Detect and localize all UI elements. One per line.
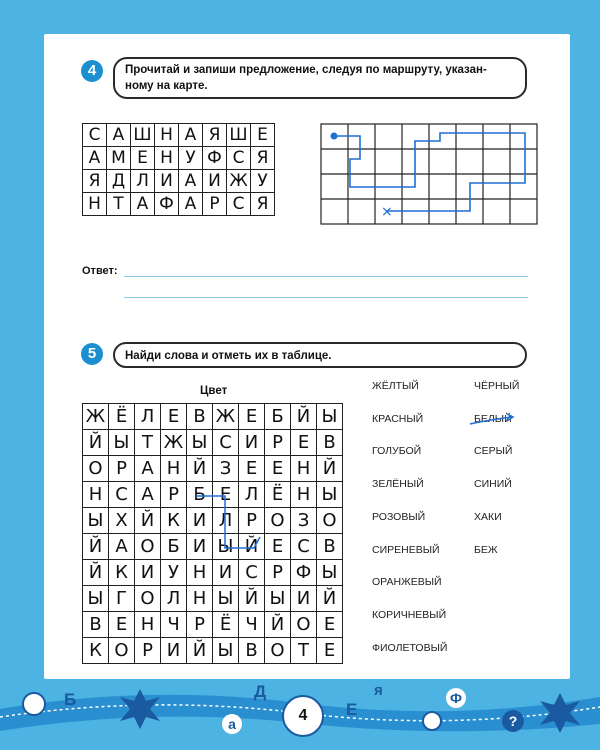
task4-instruction-line1: Прочитай и запиши предложение, следуя по маршруту, указан- <box>125 64 487 76</box>
task4-grid-cell[interactable]: Я <box>203 124 227 147</box>
task5-found-word-mark <box>82 403 344 665</box>
task5-grid-cell[interactable]: О <box>135 534 161 560</box>
task4-grid-cell[interactable]: Ш <box>131 124 155 147</box>
task5-grid-cell[interactable]: Е <box>317 638 343 664</box>
task4-grid-cell[interactable]: А <box>179 170 203 193</box>
task4-grid-row <box>83 124 275 147</box>
task5-grid-cell[interactable]: Е <box>213 482 239 508</box>
task5-grid-cell[interactable]: А <box>135 482 161 508</box>
task5-grid-cell[interactable]: Ф <box>291 560 317 586</box>
word-list-item: СЕРЫЙ <box>474 445 513 458</box>
task5-grid-cell[interactable]: Ч <box>161 612 187 638</box>
task4-grid-cell[interactable]: И <box>155 170 179 193</box>
task4-grid-cell[interactable]: А <box>107 124 131 147</box>
task4-grid-row <box>83 170 275 193</box>
task4-grid-cell[interactable]: Ж <box>227 170 251 193</box>
task5-grid-cell[interactable]: Е <box>265 534 291 560</box>
task5-grid-cell[interactable]: С <box>109 482 135 508</box>
word-list-item: КРАСНЫЙ <box>372 412 424 425</box>
stopwatch-icon-right <box>423 712 441 730</box>
word-list-item: КОРИЧНЕВЫЙ <box>372 608 447 621</box>
task5-grid-cell[interactable]: О <box>265 638 291 664</box>
task4-grid-cell[interactable]: А <box>179 124 203 147</box>
word-list-item: ЖЁЛТЫЙ <box>372 380 419 392</box>
task5-grid-cell[interactable]: Ы <box>83 508 109 534</box>
task4-grid-cell[interactable]: Ш <box>227 124 251 147</box>
task4-grid-cell[interactable]: Р <box>203 193 227 216</box>
task5-grid-cell[interactable]: Й <box>317 456 343 482</box>
task5-grid-cell[interactable]: В <box>317 430 343 456</box>
task5-grid-cell[interactable]: Й <box>83 430 109 456</box>
task5-grid-cell[interactable]: Й <box>265 612 291 638</box>
task5-grid-cell[interactable]: Н <box>187 586 213 612</box>
task5-grid-cell[interactable]: Ж <box>161 430 187 456</box>
task5-grid-cell[interactable]: Т <box>291 638 317 664</box>
task4-instruction-line2: ному на карте. <box>125 80 208 92</box>
task5-grid-cell[interactable]: Н <box>291 482 317 508</box>
task5-grid-cell[interactable]: В <box>83 612 109 638</box>
task5-grid-cell[interactable]: К <box>83 638 109 664</box>
task4-grid-cell[interactable]: У <box>251 170 275 193</box>
decor-letter-b: Б <box>64 690 77 709</box>
task5-grid-cell[interactable]: Л <box>161 586 187 612</box>
task4-grid-cell[interactable]: С <box>83 124 107 147</box>
task4-letter-grid <box>82 123 275 216</box>
task5-grid-cell[interactable]: Н <box>161 456 187 482</box>
task5-grid-cell[interactable]: К <box>161 508 187 534</box>
task5-grid-cell[interactable]: Е <box>239 456 265 482</box>
task4-grid-cell[interactable]: Н <box>155 147 179 170</box>
task5-grid-cell[interactable]: И <box>187 534 213 560</box>
task5-grid-cell[interactable]: С <box>213 430 239 456</box>
task5-grid-cell[interactable]: Е <box>265 456 291 482</box>
task5-grid-cell[interactable]: Ё <box>213 612 239 638</box>
decor-question-mark: ? <box>502 710 524 732</box>
word-list-item: ГОЛУБОЙ <box>372 445 422 458</box>
task4-grid-cell[interactable]: А <box>83 147 107 170</box>
task5-grid-cell[interactable]: Й <box>135 508 161 534</box>
word-list-item: ФИОЛЕТОВЫЙ <box>372 641 448 654</box>
word-list-item: ЗЕЛЁНЫЙ <box>372 478 424 491</box>
task4-grid-row <box>83 193 275 216</box>
task4-grid-cell[interactable]: С <box>227 147 251 170</box>
task5-grid-cell[interactable]: О <box>317 508 343 534</box>
task4-grid-cell[interactable]: У <box>179 147 203 170</box>
task5-instruction: Найди слова и отметь их в таблице. <box>113 342 527 368</box>
decor-letter-ya: я <box>374 682 383 699</box>
task5-grid-cell[interactable]: Ж <box>213 404 239 430</box>
word-list-item: ЧЁРНЫЙ <box>474 380 520 392</box>
task5-grid-cell[interactable]: Р <box>135 638 161 664</box>
task5-grid-cell[interactable]: Ы <box>187 430 213 456</box>
task5-grid-cell[interactable]: Н <box>291 456 317 482</box>
task5-grid-cell[interactable]: Й <box>187 456 213 482</box>
task5-grid-cell[interactable]: Ч <box>239 612 265 638</box>
task4-number-badge: 4 <box>81 60 103 82</box>
task5-grid-cell[interactable]: Р <box>265 560 291 586</box>
task4-grid-cell[interactable]: Л <box>131 170 155 193</box>
task5-grid-cell[interactable]: Л <box>239 482 265 508</box>
task4-grid-cell[interactable]: Т <box>107 193 131 216</box>
task5-grid-cell[interactable]: О <box>265 508 291 534</box>
word-list-item: БЕЖ <box>474 543 498 556</box>
task5-grid-cell[interactable]: Н <box>83 482 109 508</box>
task4-grid-cell[interactable]: А <box>131 193 155 216</box>
page-number: 4 <box>282 695 324 737</box>
task5-grid-cell[interactable]: Й <box>239 586 265 612</box>
task5-grid-cell[interactable]: З <box>213 456 239 482</box>
task5-grid-cell[interactable]: О <box>135 586 161 612</box>
task5-grid-cell[interactable]: Ё <box>265 482 291 508</box>
task5-grid-cell[interactable]: Н <box>187 560 213 586</box>
answer-line-1[interactable] <box>124 276 528 277</box>
task5-grid-cell[interactable]: Г <box>109 586 135 612</box>
task5-grid-cell[interactable]: О <box>291 612 317 638</box>
word-list-item: ХАКИ <box>474 510 502 523</box>
task5-grid-cell[interactable]: Й <box>317 586 343 612</box>
task5-grid-cell[interactable]: А <box>109 534 135 560</box>
stopwatch-icon <box>23 693 45 715</box>
task5-grid-cell[interactable]: Н <box>135 612 161 638</box>
found-word-path <box>196 496 260 548</box>
grid-title: Цвет <box>200 385 228 397</box>
task5-grid-cell[interactable]: Ж <box>83 404 109 430</box>
task5-grid-cell[interactable]: И <box>187 508 213 534</box>
task4-instruction <box>113 57 527 99</box>
task5-grid-cell[interactable]: Й <box>83 534 109 560</box>
word-list-item: СИРЕНЕВЫЙ <box>372 543 440 556</box>
task4-grid-cell[interactable]: Е <box>251 124 275 147</box>
task5-grid-cell[interactable]: Ы <box>213 534 239 560</box>
map-grid-lines <box>321 124 537 224</box>
task5-grid-cell[interactable]: О <box>83 456 109 482</box>
task5-grid-cell[interactable]: Б <box>265 404 291 430</box>
task5-grid-cell[interactable]: Б <box>161 534 187 560</box>
task4-grid-cell[interactable]: М <box>107 147 131 170</box>
task4-grid-row <box>83 147 275 170</box>
task5-grid-cell[interactable]: Р <box>265 430 291 456</box>
task5-grid-cell[interactable]: Ы <box>213 586 239 612</box>
decor-letter-d: Д <box>254 682 267 701</box>
task5-grid-cell[interactable]: И <box>239 430 265 456</box>
task5-grid-cell[interactable]: У <box>161 560 187 586</box>
task5-grid-cell[interactable]: Ы <box>317 404 343 430</box>
task5-grid-cell[interactable]: К <box>109 560 135 586</box>
strike-line <box>470 417 512 424</box>
task5-grid-cell[interactable]: Й <box>83 560 109 586</box>
task5-grid-cell[interactable]: Ы <box>317 482 343 508</box>
word-list-item: СИНИЙ <box>474 478 512 491</box>
task5-grid-cell[interactable]: С <box>291 534 317 560</box>
task5-grid-cell[interactable]: Й <box>291 404 317 430</box>
task5-grid-cell[interactable]: Ы <box>317 560 343 586</box>
word-list-item: ОРАНЖЕВЫЙ <box>372 576 442 589</box>
decor-letter-e: Е <box>346 700 358 719</box>
crossed-out-word-mark <box>468 412 518 432</box>
task4-grid-cell[interactable]: И <box>203 170 227 193</box>
task5-grid-cell[interactable]: Ё <box>109 404 135 430</box>
task4-grid-cell[interactable]: Е <box>131 147 155 170</box>
task5-grid-cell[interactable]: Е <box>317 612 343 638</box>
task5-grid-cell[interactable]: В <box>239 638 265 664</box>
task5-grid-cell[interactable]: Т <box>135 430 161 456</box>
task5-grid-cell[interactable]: В <box>187 404 213 430</box>
task5-grid-cell[interactable]: Р <box>109 456 135 482</box>
task5-grid-cell[interactable]: О <box>109 638 135 664</box>
task5-grid-cell[interactable]: Ы <box>83 586 109 612</box>
task5-grid-cell[interactable]: А <box>135 456 161 482</box>
task5-grid-cell[interactable]: Е <box>161 404 187 430</box>
word-list-item: РОЗОВЫЙ <box>372 510 426 523</box>
task5-grid-cell[interactable]: Л <box>213 508 239 534</box>
task5-grid-cell[interactable]: И <box>291 586 317 612</box>
task4-grid-cell[interactable]: Я <box>251 193 275 216</box>
task5-grid-cell[interactable]: И <box>213 560 239 586</box>
task4-grid-cell[interactable]: Д <box>107 170 131 193</box>
task5-grid-cell[interactable]: Е <box>109 612 135 638</box>
task5-grid-cell[interactable]: Ы <box>213 638 239 664</box>
map-route-end-cross: × <box>381 204 393 220</box>
task5-grid-cell[interactable]: Ы <box>109 430 135 456</box>
task5-grid-cell[interactable]: Й <box>239 534 265 560</box>
task5-grid-cell[interactable]: Р <box>161 482 187 508</box>
task4-grid-cell[interactable]: Я <box>83 170 107 193</box>
task5-grid-cell[interactable]: Р <box>187 612 213 638</box>
task5-grid-cell[interactable]: С <box>239 560 265 586</box>
task4-grid-cell[interactable]: А <box>179 193 203 216</box>
task5-grid-cell[interactable]: З <box>291 508 317 534</box>
task5-grid-cell[interactable]: Й <box>187 638 213 664</box>
answer-line-2[interactable] <box>124 297 528 298</box>
task4-grid-cell[interactable]: Н <box>155 124 179 147</box>
task5-grid-cell[interactable]: И <box>135 560 161 586</box>
task4-grid-cell[interactable]: Ф <box>155 193 179 216</box>
task5-grid-cell[interactable]: Л <box>135 404 161 430</box>
task5-grid-cell[interactable]: В <box>317 534 343 560</box>
task5-grid-cell[interactable]: И <box>161 638 187 664</box>
decor-letter-a: а <box>222 714 242 734</box>
answer-label: Ответ: <box>82 265 118 277</box>
task4-grid-cell[interactable]: Н <box>83 193 107 216</box>
task5-number-badge: 5 <box>81 343 103 365</box>
word-list-item: БЕЛЫЙ <box>474 412 512 425</box>
task5-grid-cell[interactable]: Е <box>291 430 317 456</box>
task4-grid-cell[interactable]: Ф <box>203 147 227 170</box>
task5-grid-cell[interactable]: Е <box>239 404 265 430</box>
task5-grid-cell[interactable]: Б <box>187 482 213 508</box>
task4-route-map <box>320 123 540 227</box>
map-route-start-dot <box>331 133 338 140</box>
task4-grid-cell[interactable]: Я <box>251 147 275 170</box>
decor-letter-f: Ф <box>446 688 466 708</box>
task5-grid-cell[interactable]: Р <box>239 508 265 534</box>
task5-grid-cell[interactable]: Х <box>109 508 135 534</box>
task4-grid-cell[interactable]: С <box>227 193 251 216</box>
task5-grid-cell[interactable]: Ы <box>265 586 291 612</box>
